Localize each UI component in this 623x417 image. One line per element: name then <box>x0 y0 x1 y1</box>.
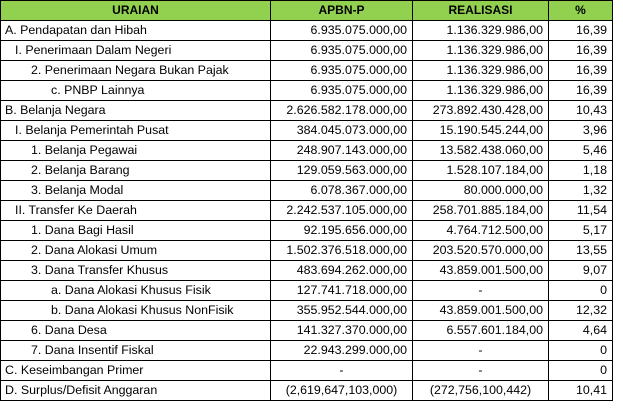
cell-percent[interactable]: 5,46 <box>549 141 613 161</box>
cell-uraian[interactable]: 2. Penerimaan Negara Bukan Pajak <box>1 61 271 81</box>
cell-percent[interactable]: 11,54 <box>549 201 613 221</box>
cell-apbn-p[interactable]: (2,619,647,103,000) <box>271 381 413 401</box>
cell-realisasi[interactable]: 1.136.329.986,00 <box>413 21 549 41</box>
cell-uraian[interactable]: I. Belanja Pemerintah Pusat <box>1 121 271 141</box>
cell-realisasi[interactable]: 273.892.430.428,00 <box>413 101 549 121</box>
table-row <box>1 221 613 241</box>
table-row <box>1 161 613 181</box>
cell-apbn-p[interactable]: 355.952.544.000,00 <box>271 301 413 321</box>
cell-apbn-p[interactable]: 6.935.075.000,00 <box>271 81 413 101</box>
cell-realisasi[interactable]: 1.528.107.184,00 <box>413 161 549 181</box>
cell-uraian[interactable]: B. Belanja Negara <box>1 101 271 121</box>
table-body <box>1 21 613 401</box>
cell-percent[interactable]: 13,55 <box>549 241 613 261</box>
cell-apbn-p[interactable]: 384.045.073.000,00 <box>271 121 413 141</box>
cell-uraian[interactable]: 3. Belanja Modal <box>1 181 271 201</box>
cell-uraian[interactable]: II. Transfer Ke Daerah <box>1 201 271 221</box>
table-row <box>1 361 613 381</box>
cell-realisasi[interactable]: - <box>413 281 549 301</box>
cell-percent[interactable]: 4,64 <box>549 321 613 341</box>
cell-apbn-p[interactable]: 6.935.075.000,00 <box>271 61 413 81</box>
cell-apbn-p[interactable]: 92.195.656.000,00 <box>271 221 413 241</box>
cell-percent[interactable]: 5,17 <box>549 221 613 241</box>
cell-percent[interactable]: 10,41 <box>549 381 613 401</box>
cell-realisasi[interactable]: 1.136.329.986,00 <box>413 41 549 61</box>
cell-percent[interactable]: 3,96 <box>549 121 613 141</box>
cell-percent[interactable]: 16,39 <box>549 81 613 101</box>
table-row <box>1 321 613 341</box>
cell-uraian[interactable]: 2. Dana Alokasi Umum <box>1 241 271 261</box>
cell-uraian[interactable]: 1. Dana Bagi Hasil <box>1 221 271 241</box>
cell-uraian[interactable]: 3. Dana Transfer Khusus <box>1 261 271 281</box>
cell-uraian[interactable]: 7. Dana Insentif Fiskal <box>1 341 271 361</box>
cell-apbn-p[interactable]: 127.741.718.000,00 <box>271 281 413 301</box>
cell-realisasi[interactable]: 1.136.329.986,00 <box>413 61 549 81</box>
header-apbn-p: APBN-P <box>271 1 413 21</box>
cell-percent[interactable]: 0 <box>549 281 613 301</box>
cell-realisasi[interactable]: 258.701.885.184,00 <box>413 201 549 221</box>
cell-uraian[interactable]: c. PNBP Lainnya <box>1 81 271 101</box>
cell-realisasi[interactable]: 43.859.001.500,00 <box>413 301 549 321</box>
table-row <box>1 61 613 81</box>
cell-apbn-p[interactable]: 2.626.582.178.000,00 <box>271 101 413 121</box>
cell-uraian[interactable]: a. Dana Alokasi Khusus Fisik <box>1 281 271 301</box>
cell-apbn-p[interactable]: - <box>271 361 413 381</box>
table-row <box>1 281 613 301</box>
table-row <box>1 241 613 261</box>
cell-realisasi[interactable]: 13.582.438.060,00 <box>413 141 549 161</box>
cell-percent[interactable]: 12,32 <box>549 301 613 321</box>
header-realisasi: REALISASI <box>413 1 549 21</box>
cell-uraian[interactable]: 2. Belanja Barang <box>1 161 271 181</box>
cell-realisasi[interactable]: 80.000.000,00 <box>413 181 549 201</box>
cell-percent[interactable]: 1,18 <box>549 161 613 181</box>
cell-percent[interactable]: 0 <box>549 341 613 361</box>
cell-realisasi[interactable]: - <box>413 361 549 381</box>
cell-uraian[interactable]: 6. Dana Desa <box>1 321 271 341</box>
table-row <box>1 101 613 121</box>
header-uraian: URAIAN <box>1 1 271 21</box>
header-percent: % <box>549 1 613 21</box>
table-row <box>1 261 613 281</box>
table-row <box>1 341 613 361</box>
cell-realisasi[interactable]: 203.520.570.000,00 <box>413 241 549 261</box>
cell-apbn-p[interactable]: 1.502.376.518.000,00 <box>271 241 413 261</box>
cell-apbn-p[interactable]: 6.935.075.000,00 <box>271 21 413 41</box>
cell-apbn-p[interactable]: 6.078.367.000,00 <box>271 181 413 201</box>
cell-percent[interactable]: 10,43 <box>549 101 613 121</box>
cell-apbn-p[interactable]: 129.059.563.000,00 <box>271 161 413 181</box>
cell-uraian[interactable]: D. Surplus/Defisit Anggaran <box>1 381 271 401</box>
cell-realisasi[interactable]: 1.136.329.986,00 <box>413 81 549 101</box>
cell-realisasi[interactable]: - <box>413 341 549 361</box>
table-row <box>1 81 613 101</box>
cell-percent[interactable]: 16,39 <box>549 21 613 41</box>
cell-percent[interactable]: 16,39 <box>549 41 613 61</box>
cell-apbn-p[interactable]: 2.242.537.105.000,00 <box>271 201 413 221</box>
cell-realisasi[interactable]: 6.557.601.184,00 <box>413 321 549 341</box>
table-row <box>1 41 613 61</box>
cell-apbn-p[interactable]: 141.327.370.000,00 <box>271 321 413 341</box>
table-row <box>1 21 613 41</box>
cell-apbn-p[interactable]: 22.943.299.000,00 <box>271 341 413 361</box>
table-row <box>1 121 613 141</box>
table-row <box>1 301 613 321</box>
cell-realisasi[interactable]: 4.764.712.500,00 <box>413 221 549 241</box>
cell-apbn-p[interactable]: 483.694.262.000,00 <box>271 261 413 281</box>
cell-uraian[interactable]: A. Pendapatan dan Hibah <box>1 21 271 41</box>
cell-uraian[interactable]: C. Keseimbangan Primer <box>1 361 271 381</box>
cell-percent[interactable]: 1,32 <box>549 181 613 201</box>
cell-uraian[interactable]: 1. Belanja Pegawai <box>1 141 271 161</box>
cell-uraian[interactable]: I. Penerimaan Dalam Negeri <box>1 41 271 61</box>
cell-percent[interactable]: 16,39 <box>549 61 613 81</box>
cell-apbn-p[interactable]: 248.907.143.000,00 <box>271 141 413 161</box>
cell-percent[interactable]: 0 <box>549 361 613 381</box>
table-row <box>1 181 613 201</box>
cell-realisasi[interactable]: (272,756,100,442) <box>413 381 549 401</box>
table-row <box>1 381 613 401</box>
cell-percent[interactable]: 9,07 <box>549 261 613 281</box>
cell-apbn-p[interactable]: 6.935.075.000,00 <box>271 41 413 61</box>
header-row <box>1 1 613 21</box>
table-row <box>1 201 613 221</box>
table-row <box>1 141 613 161</box>
cell-realisasi[interactable]: 15.190.545.244,00 <box>413 121 549 141</box>
cell-realisasi[interactable]: 43.859.001.500,00 <box>413 261 549 281</box>
cell-uraian[interactable]: b. Dana Alokasi Khusus NonFisik <box>1 301 271 321</box>
